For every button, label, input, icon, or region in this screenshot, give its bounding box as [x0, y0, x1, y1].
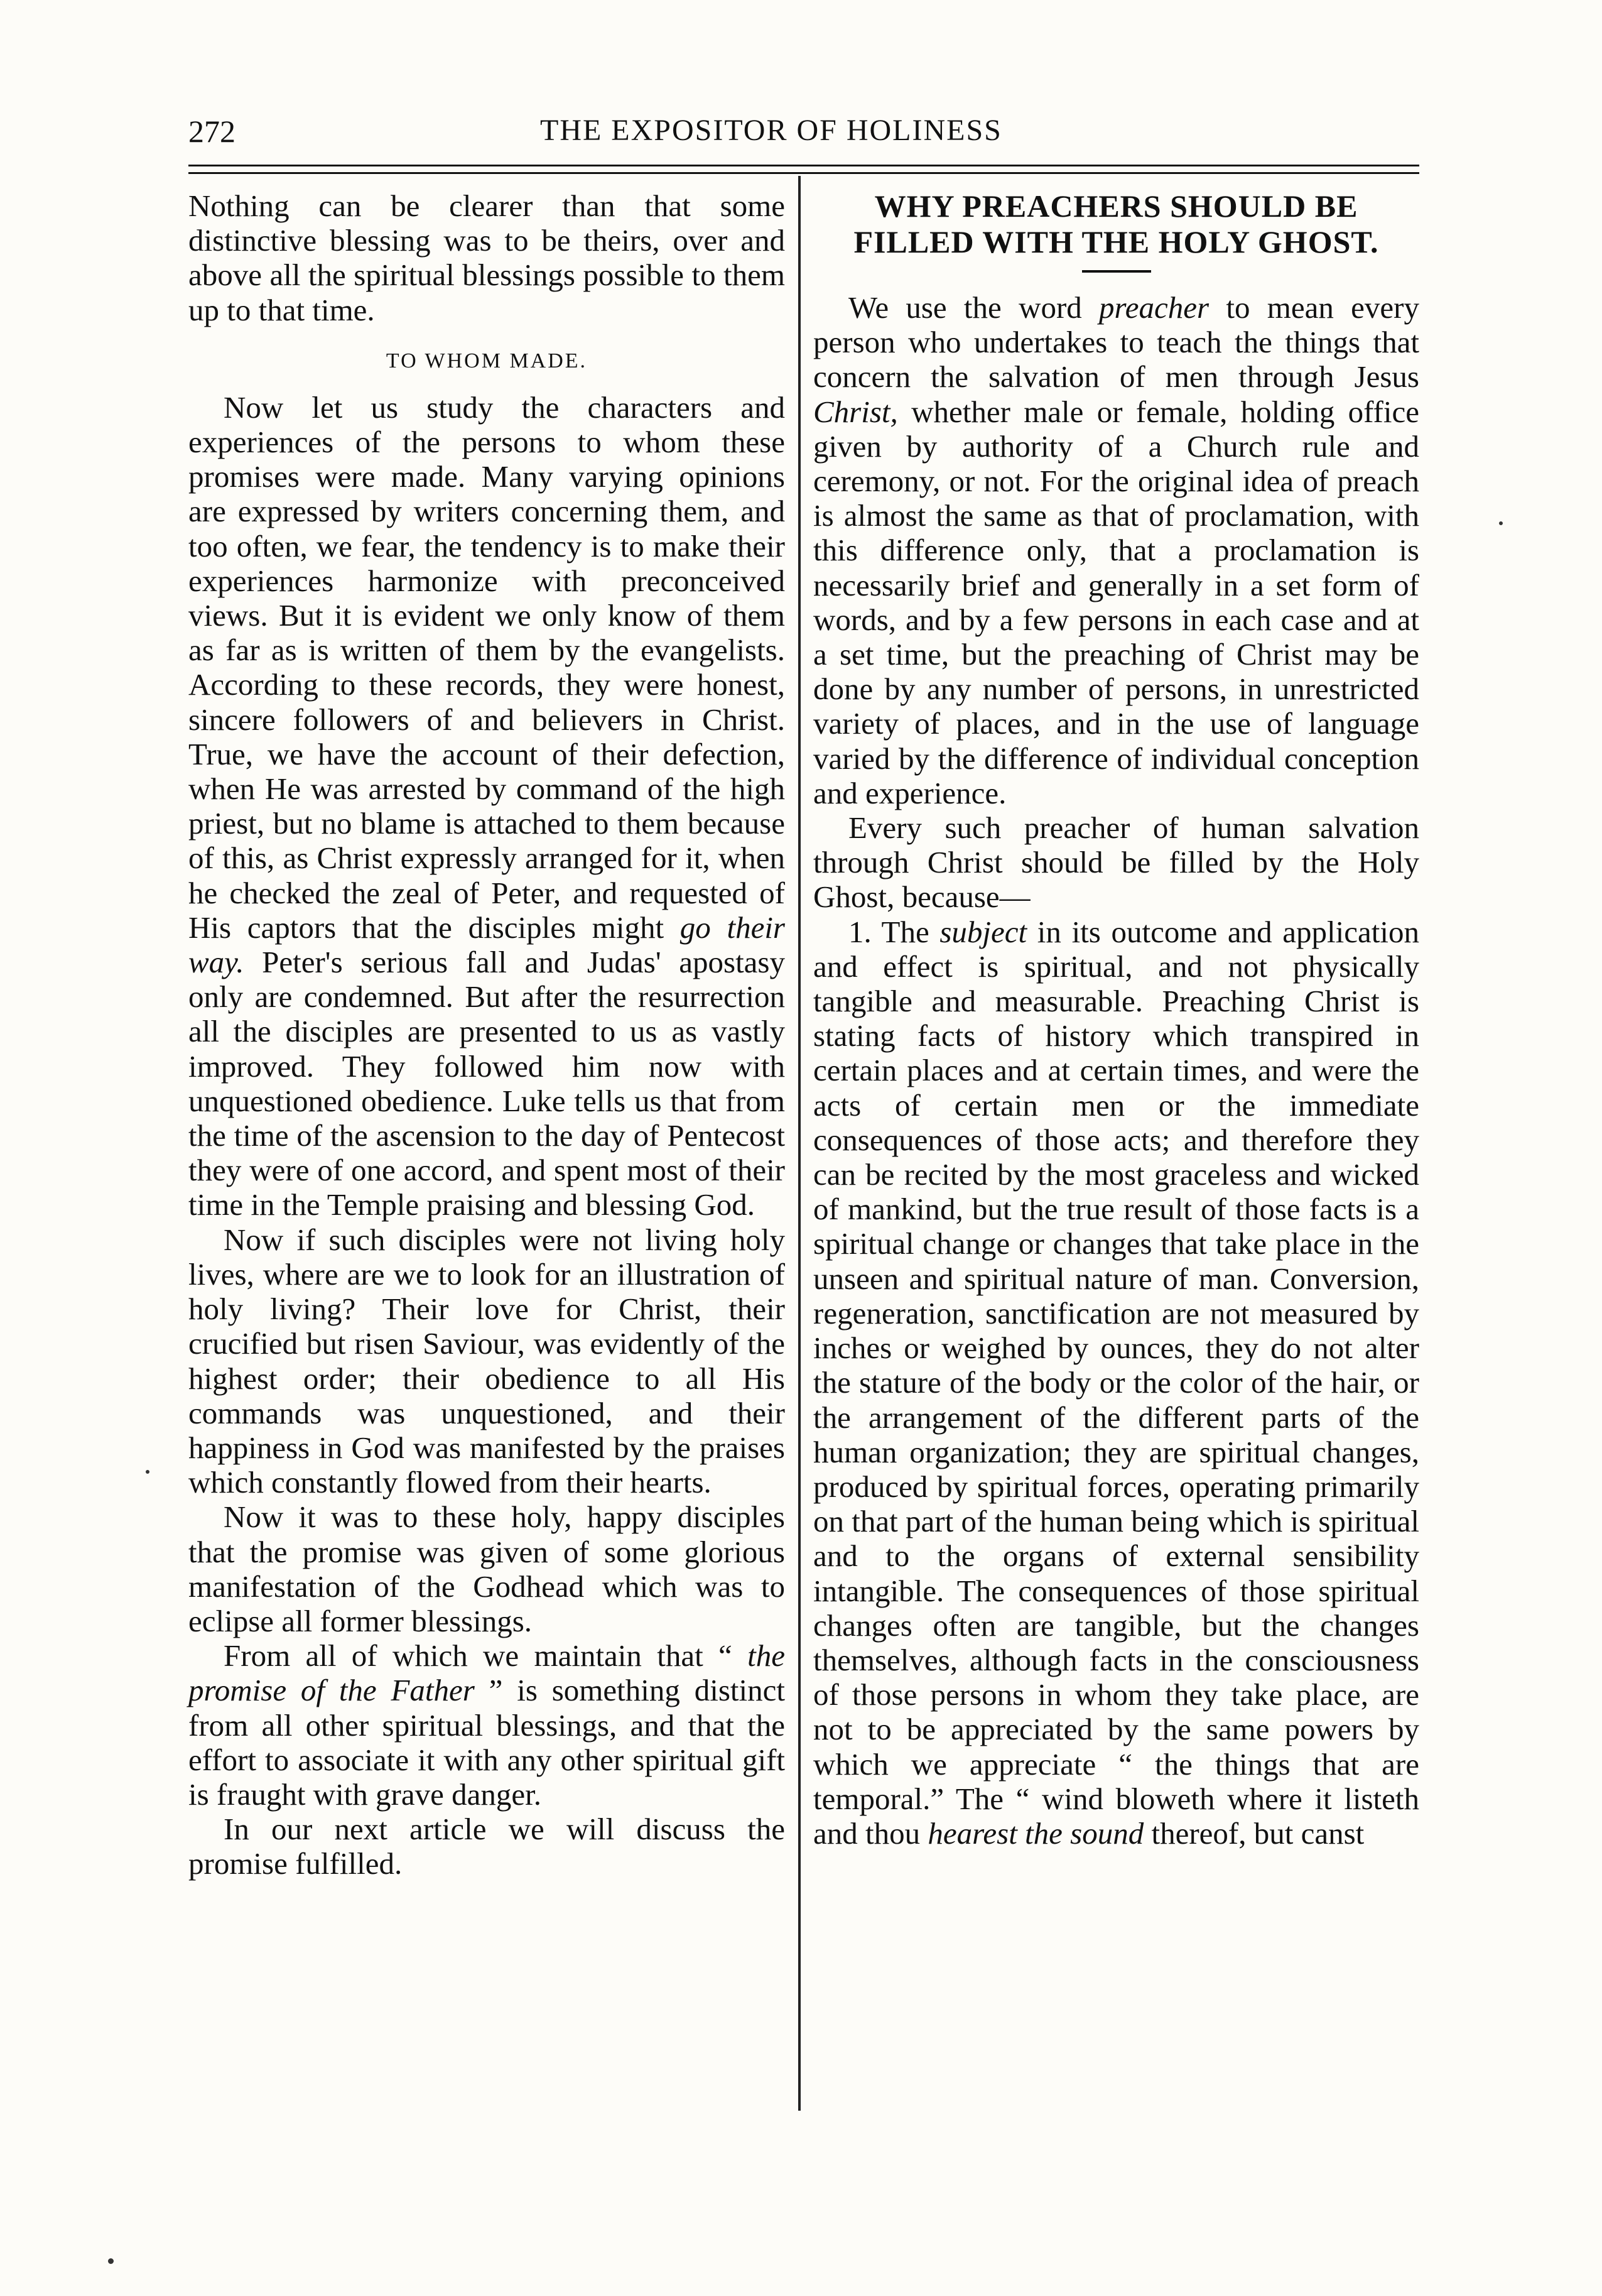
page-number: 272	[188, 114, 235, 149]
italic-run: subject	[939, 914, 1027, 949]
column-divider	[798, 176, 801, 2111]
paragraph-because: Every such preacher of human salvation through Christ should be filled by the Holy Ghost, because—	[813, 810, 1419, 915]
paragraph-promise-given: Now it was to these holy, happy disciples that the promise was given of some glorious manifestation of the Godhead which was to eclipse all former blessings.	[188, 1499, 785, 1638]
italic-run: Christ,	[813, 394, 898, 429]
left-column	[188, 188, 785, 1881]
text-run: From all of which we maintain that “	[224, 1638, 748, 1673]
section-subheading: TO WHOM MADE.	[386, 349, 588, 373]
italic-run: the promise of the Father	[188, 1638, 785, 1708]
text-run: to mean every person who undertakes to teach the things that concern the salvation of men through Jesus	[813, 290, 1419, 394]
page-header	[188, 113, 1419, 170]
paragraph-conclusion	[188, 1638, 785, 1812]
italic-run: hearest the sound	[928, 1815, 1144, 1851]
ink-speck	[146, 1470, 149, 1474]
ink-speck	[108, 2258, 114, 2264]
italic-run: preacher	[1099, 290, 1210, 325]
intro-paragraph: Nothing can be clearer than that some distinctive blessing was to be theirs, over and above all the spiritual blessings possible to them up to that time.	[188, 188, 785, 327]
text-run: Peter's serious fall and Judas' apostasy only are condemned. But after the resurrection all the disciples are presented to us as vastly improved. They followed him now with unquestioned obedience. Luke tells us that from the time of the ascension to the day of Pentecost they were of one accord, and spent most of their time in the Temple praising and blessing God.	[188, 945, 785, 1222]
text-run: ” is something distinct from all other spiritual blessings, and that the effort to associate it with any other spiritual gift is fraught with grave danger.	[188, 1673, 785, 1812]
article-title: WHY PREACHERS SHOULD BE FILLED WITH THE HOLY GHOST.	[853, 188, 1379, 259]
paragraph-holy-living: Now if such disciples were not living holy lives, where are we to look for an illustration of holy living? Their love for Christ, their crucified but risen Saviour, was evidently of the highest order; their obedience to all His commands was unquestioned, and their happiness in God was manifested by the praises which constantly flowed from their hearts.	[188, 1222, 785, 1500]
ink-speck	[1499, 521, 1503, 525]
text-run: in its outcome and application and effect is spiritual, and not physically tangible and measurable. Preaching Christ is stating facts of history which transpired in certain places and at certain times, and were the acts of certain men or the immediate consequences of those acts; and therefore they can be recited by the most graceless and wicked of mankind, but the true result of those facts is a spiritual change or changes that take place in the unseen and spiritual nature of man. Conversion, regeneration, sanctification are not measured by inches or weighed by ounces, they do not alter the stature of the body or the color of the hair, or the arrangement of the different parts of the human organization; they are spiritual changes, produced by spiritual forces, operating primarily on that part of the human being which is spiritual and to the organs of external sensibility intangible. The consequences of those spiritual changes often are tangible, but the changes themselves, although facts in the consciousness of those persons in whom they take place, are not to be appreciated by the same powers by which we appreciate “ the things that are temporal.” The “ wind bloweth where it listeth and thou	[813, 914, 1419, 1851]
title-rule	[1082, 270, 1151, 273]
text-run: We use the word	[848, 290, 1100, 325]
right-column	[813, 188, 1419, 1851]
text-run: whether male or female, holding office given by authority of a Church rule and ceremony, or not. For the original idea of preach is almost the same as that of proclamation, with this difference only, that a proclamation is necessarily brief and generally in a set form of words, and by a few persons in each case and at a set time, but the preaching of Christ may be done by any number of persons, in unrestricted variety of places, and in the use of language varied by the difference of individual conception and experience.	[813, 394, 1419, 810]
paragraph-point-one	[813, 915, 1419, 1851]
text-run: thereof, but canst	[1144, 1815, 1365, 1851]
header-rule-bottom	[188, 172, 1419, 174]
text-run: Now let us study the characters and experiences of the persons to whom these promises were made. Many varying opinions are expressed by writers concerning them, and too often, we fear, the tendency is to make their experiences harmonize with preconceived views. But it is evident we only know of them as far as is written of them by the evangelists. According to these records, they were honest, sincere followers of and believers in Christ. True, we have the account of their defection, when He was arrested by command of the high priest, but no blame is attached to them because of this, as Christ expressly arranged for it, when he checked the zeal of Peter, and requested of His captors that the disciples might	[188, 389, 785, 945]
running-title: THE EXPOSITOR OF HOLINESS	[540, 114, 1002, 147]
paragraph-next-article: In our next article we will discuss the promise fulfilled.	[188, 1812, 785, 1881]
italic-run: go their way.	[188, 910, 786, 980]
paragraph-characters	[188, 390, 785, 1222]
header-rule-top	[188, 165, 1419, 166]
text-run: 1. The	[848, 914, 940, 949]
paragraph-definition	[813, 290, 1419, 810]
